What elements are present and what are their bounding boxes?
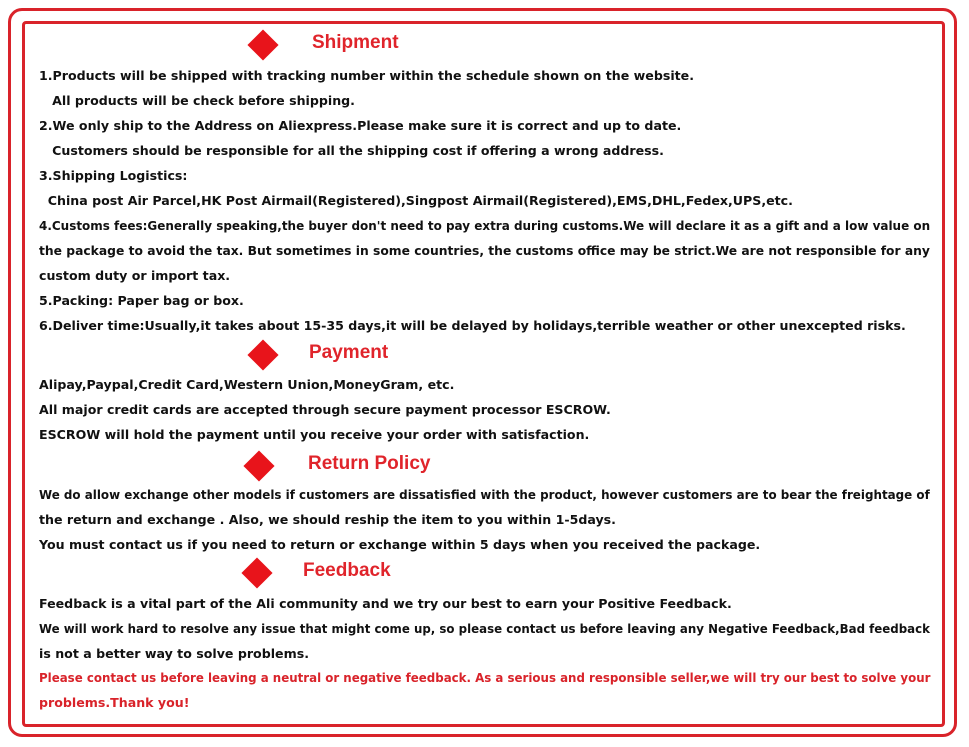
shipment-line: the package to avoid the tax. But sometimes in some countries, the customs office may be strict.We are not responsible for any xyxy=(39,243,930,258)
shipment-line: China post Air Parcel,HK Post Airmail(Registered),Singpost Airmail(Registered),EMS,DHL,Fedex,UPS,etc. xyxy=(39,193,793,208)
section-title: Payment xyxy=(309,342,389,363)
shipment-line: 6.Deliver time:Usually,it takes about 15-35 days,it will be delayed by holidays,terrible weather or other unexcepted risks. xyxy=(39,318,906,333)
section-title: Feedback xyxy=(303,560,391,581)
feedback-notice-line: Please contact us before leaving a neutral or negative feedback. As a serious and responsible seller,we will try our best to solve your xyxy=(39,670,931,685)
feedback-notice-line: problems.Thank you! xyxy=(39,695,190,710)
section-title: Shipment xyxy=(312,32,399,53)
return-policy-line: the return and exchange . Also, we should reship the item to you within 1-5days. xyxy=(39,512,616,527)
shipment-line: 1.Products will be shipped with tracking number within the schedule shown on the website. xyxy=(39,68,694,83)
shipment-line: 5.Packing: Paper bag or box. xyxy=(39,293,244,308)
return-policy-line: We do allow exchange other models if customers are dissatisfied with the product, however customers are to bear the freightage of xyxy=(39,487,930,502)
feedback-line: We will work hard to resolve any issue that might come up, so please contact us before leaving any Negative Feedback,Bad feedback xyxy=(39,621,930,636)
feedback-line: is not a better way to solve problems. xyxy=(39,646,309,661)
section-title: Return Policy xyxy=(308,453,431,474)
shipment-line: 2.We only ship to the Address on Aliexpress.Please make sure it is correct and up to date. xyxy=(39,118,682,133)
shipment-line: custom duty or import tax. xyxy=(39,268,231,283)
payment-line: All major credit cards are accepted through secure payment processor ESCROW. xyxy=(39,402,611,417)
payment-line: ESCROW will hold the payment until you receive your order with satisfaction. xyxy=(39,427,590,442)
feedback-line: Feedback is a vital part of the Ali community and we try our best to earn your Positive Feedback. xyxy=(39,596,732,611)
shipment-line: Customers should be responsible for all the shipping cost if offering a wrong address. xyxy=(39,143,664,158)
shipment-line: 3.Shipping Logistics: xyxy=(39,168,188,183)
return-policy-line: You must contact us if you need to return or exchange within 5 days when you received the package. xyxy=(39,537,761,552)
payment-line: Alipay,Paypal,Credit Card,Western Union,MoneyGram, etc. xyxy=(39,377,455,392)
shipment-line: 4.Customs fees:Generally speaking,the buyer don't need to pay extra during customs.We will declare it as a gift and a low value on xyxy=(39,218,931,233)
shipment-line: All products will be check before shipping. xyxy=(39,93,355,108)
